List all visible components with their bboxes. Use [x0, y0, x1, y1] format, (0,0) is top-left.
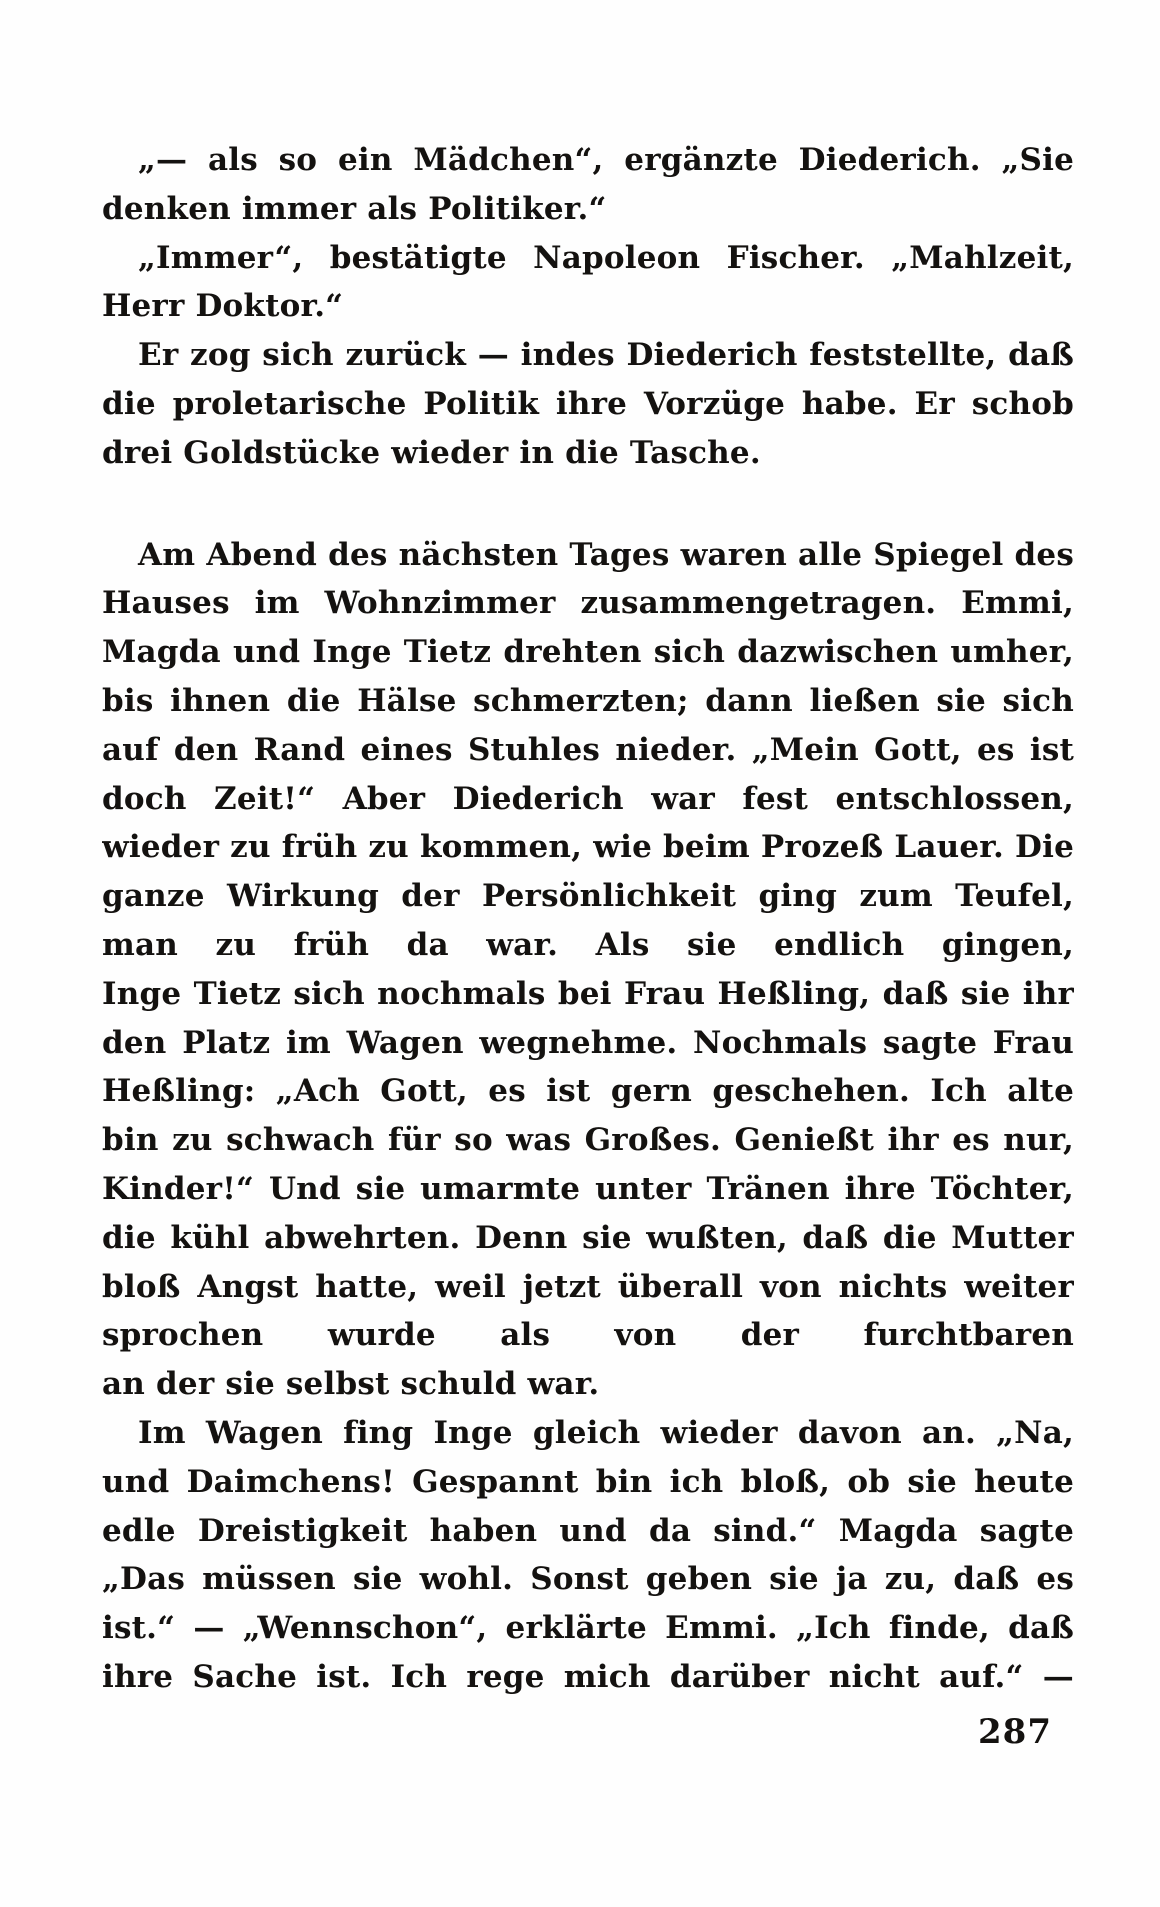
text-line: an der sie selbst schuld war. [102, 1366, 600, 1403]
page-number: 287 [978, 1712, 1052, 1752]
text-line: edle Dreistigkeit haben und da sind.“ Magda sagte [102, 1512, 1074, 1549]
text-line: ganze Wirkung der Persönlichkeit ging zum Teufel, [102, 878, 1074, 915]
text-line: Heßling: „Ach Gott, es ist gern geschehen. Ich alte [102, 1073, 1074, 1110]
text-line: Kinder!“ Und sie umarmte unter Tränen ihre Töchter, [102, 1170, 1074, 1207]
text-line: bis ihnen die Hälse schmerzten; dann ließen sie sich [102, 682, 1074, 719]
text-block [102, 136, 1074, 1702]
text-line: „Das müssen sie wohl. Sonst geben sie ja zu, daß es [102, 1561, 1074, 1598]
text-line: Herr Doktor.“ [102, 288, 344, 325]
text-line: Er zog sich zurück — indes Diederich feststellte, daß [138, 337, 1074, 374]
paragraph [102, 331, 1074, 477]
text-line: man zu früh da war. Als sie endlich gingen, [102, 926, 1074, 963]
paragraph [102, 136, 1074, 234]
text-line: Inge Tietz sich nochmals bei Frau Heßling, daß sie ihr [102, 975, 1074, 1012]
text-line: die proletarische Politik ihre Vorzüge habe. Er schob [102, 385, 1074, 422]
text-line: denken immer als Politiker.“ [102, 190, 607, 227]
text-line: Magda und Inge Tietz drehten sich dazwischen umher, [102, 634, 1074, 671]
paragraph [102, 531, 1074, 1409]
text-line: drei Goldstücke wieder in die Tasche. [102, 434, 761, 471]
text-line: den Platz im Wagen wegnehme. Nochmals sagte Frau [102, 1024, 1074, 1061]
text-line: ihre Sache ist. Ich rege mich darüber nicht auf.“ — [102, 1658, 1074, 1695]
text-line: „— als so ein Mädchen“, ergänzte Diederich. „Sie [138, 142, 1074, 178]
text-line: bin zu schwach für so was Großes. Genießt ihr es nur, [102, 1122, 1074, 1159]
paragraph [102, 1409, 1074, 1702]
text-line: Im Wagen fing Inge gleich wieder davon an. „Na, [138, 1414, 1074, 1451]
text-line: auf den Rand eines Stuhles nieder. „Mein Gott, es ist [102, 731, 1074, 768]
text-line: „Immer“, bestätigte Napoleon Fischer. „Mahlzeit, [138, 239, 1074, 276]
text-line: Hauses im Wohnzimmer zusammengetragen. Emmi, [102, 585, 1074, 622]
text-line: wieder zu früh zu kommen, wie beim Prozeß Lauer. Die [102, 829, 1074, 866]
text-line: Am Abend des nächsten Tages waren alle Spiegel des [138, 536, 1074, 573]
text-line: doch Zeit!“ Aber Diederich war fest entschlossen, [102, 780, 1074, 817]
text-line: und Daimchens! Gespannt bin ich bloß, ob sie heute [102, 1463, 1074, 1500]
text-line: die kühl abwehrten. Denn sie wußten, daß die Mutter [102, 1219, 1074, 1256]
paragraph [102, 234, 1074, 332]
text-line: bloß Angst hatte, weil jetzt überall von nichts weiter [102, 1268, 1074, 1305]
text-line: ist.“ — „Wennschon“, erklärte Emmi. „Ich finde, daß [102, 1610, 1074, 1647]
text-line: sprochen wurde als von der furchtbaren [102, 1317, 1074, 1354]
